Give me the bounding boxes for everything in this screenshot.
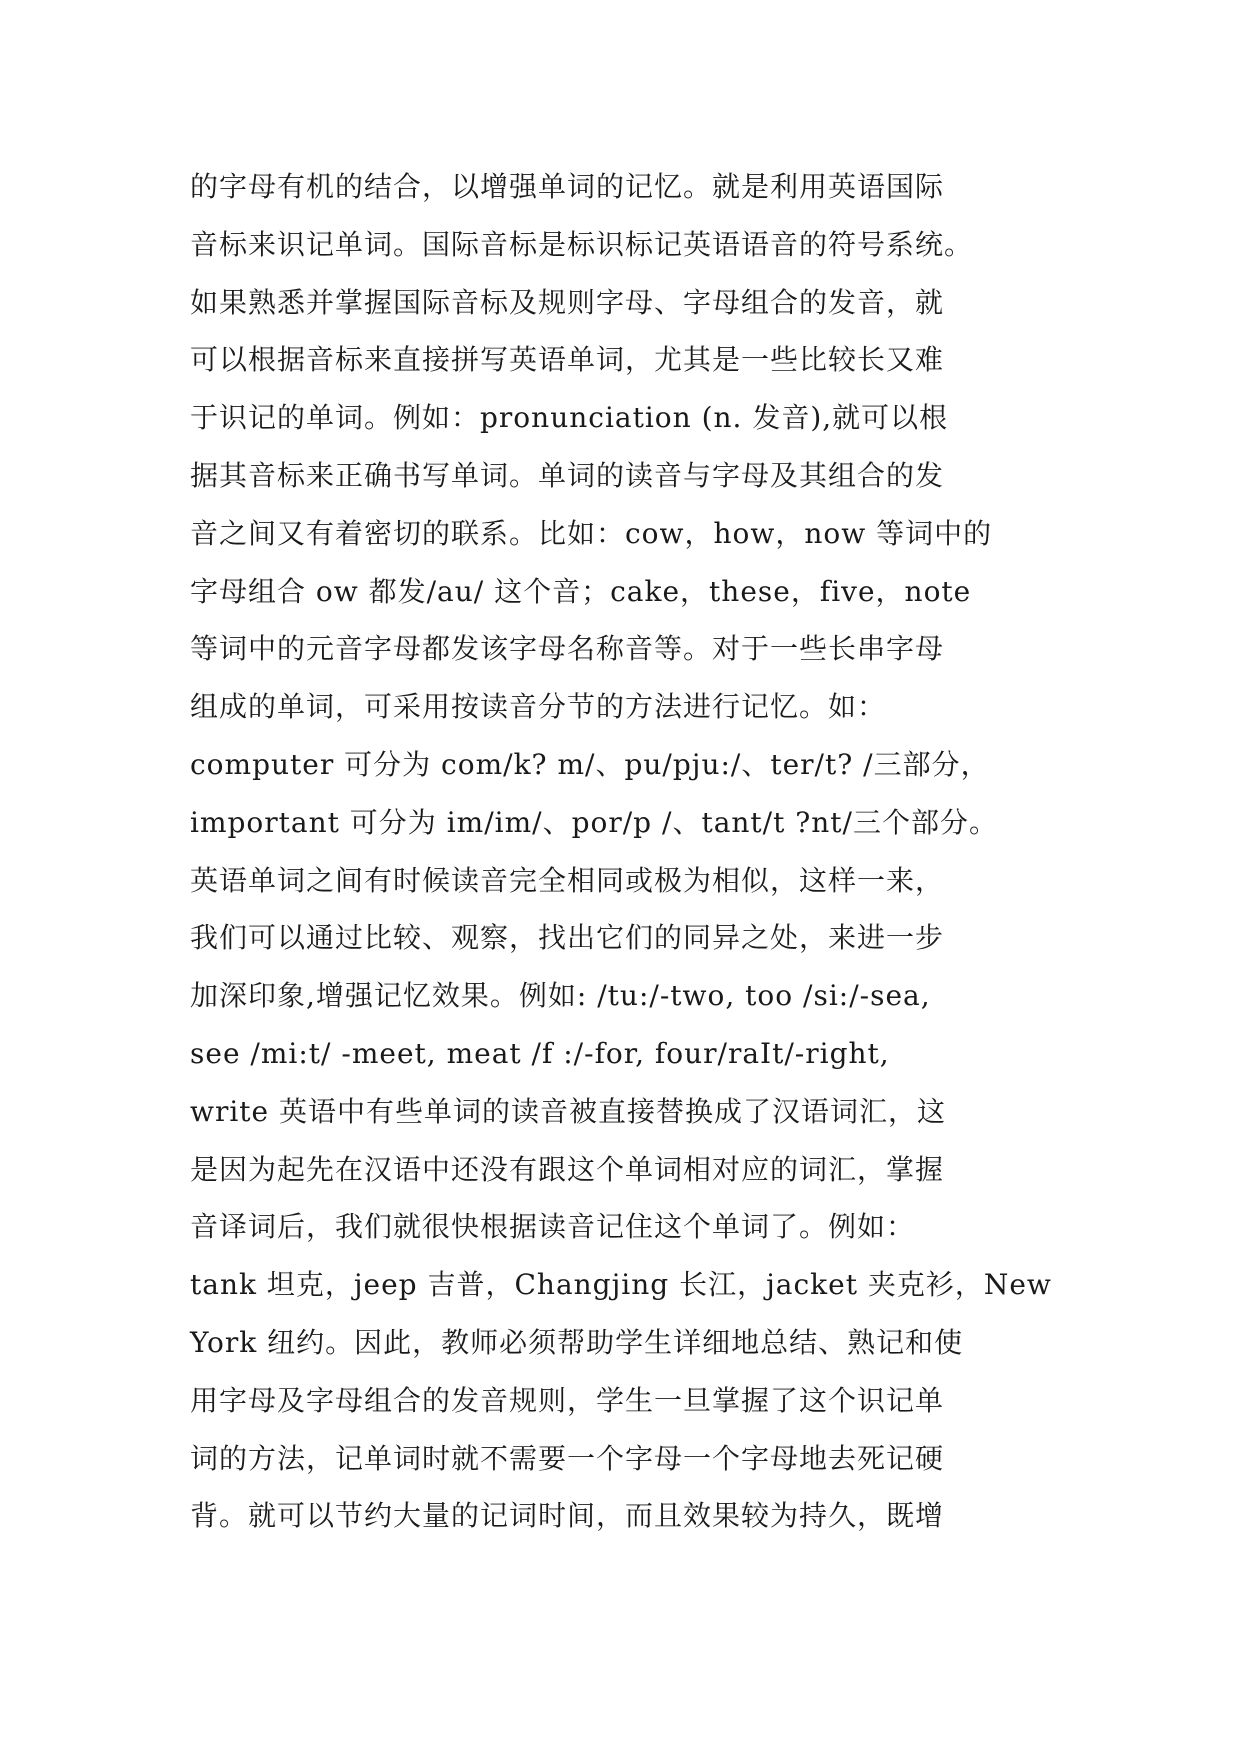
text-line: 等词中的元音字母都发该字母名称音等。对于一些长串字母 [190, 632, 945, 666]
body-text [190, 158, 1090, 1545]
text-line: 的字母有机的结合，以增强单词的记忆。就是利用英语国际 [190, 170, 945, 203]
text-line: York 纽约。因此，教师必须帮助学生详细地总结、熟记和使 [190, 1325, 964, 1359]
text-line: see /mi:t/ -meet, meat /f :/-for, four/raIt/-right, [190, 1036, 890, 1070]
text-line: 据其音标来正确书写单词。单词的读音与字母及其组合的发 [190, 458, 945, 492]
text-line: 音之间又有着密切的联系。比如：cow，how，now 等词中的 [190, 516, 993, 550]
text-line: 英语单词之间有时候读音完全相同或极为相似，这样一来， [190, 863, 945, 897]
text-line: 词的方法，记单词时就不需要一个字母一个字母地去死记硬 [190, 1441, 945, 1475]
text-line: 可以根据音标来直接拼写英语单词，尤其是一些比较长又难 [190, 343, 945, 377]
text-line: 加深印象,增强记忆效果。例如: /tu:/-two, too /si:/-sea, [190, 979, 931, 1013]
text-line: 我们可以通过比较、观察，找出它们的同异之处，来进一步 [190, 921, 945, 955]
text-line: 用字母及字母组合的发音规则，学生一旦掌握了这个识记单 [190, 1383, 945, 1417]
text-line: 如果熟悉并掌握国际音标及规则字母、字母组合的发音，就 [190, 285, 945, 319]
text-line: 背。就可以节约大量的记词时间，而且效果较为持久，既增 [190, 1499, 945, 1533]
text-line: 于识记的单词。例如：pronunciation (n. 发音),就可以根 [190, 401, 949, 435]
text-line: 组成的单词，可采用按读音分节的方法进行记忆。如： [190, 690, 887, 724]
text-line: 字母组合 ow 都发/au/ 这个音；cake，these，five，note [190, 574, 972, 608]
text-line: computer 可分为 com/k? m/、pu/pju:/、ter/t? /三部分， [190, 747, 990, 781]
text-line: 是因为起先在汉语中还没有跟这个单词相对应的词汇，掌握 [190, 1152, 945, 1186]
text-line: tank 坦克，jeep 吉普，Changjing 长江，jacket 夹克衫，New [190, 1268, 1052, 1302]
text-line: important 可分为 im/im/、por/p /、tant/t ?nt/三个部分。 [190, 805, 998, 839]
text-line: 音标来识记单词。国际音标是标识标记英语语音的符号系统。 [190, 227, 974, 261]
text-line: write 英语中有些单词的读音被直接替换成了汉语词汇，这 [190, 1094, 947, 1128]
text-line: 音译词后，我们就很快根据读音记住这个单词了。例如： [190, 1210, 916, 1244]
